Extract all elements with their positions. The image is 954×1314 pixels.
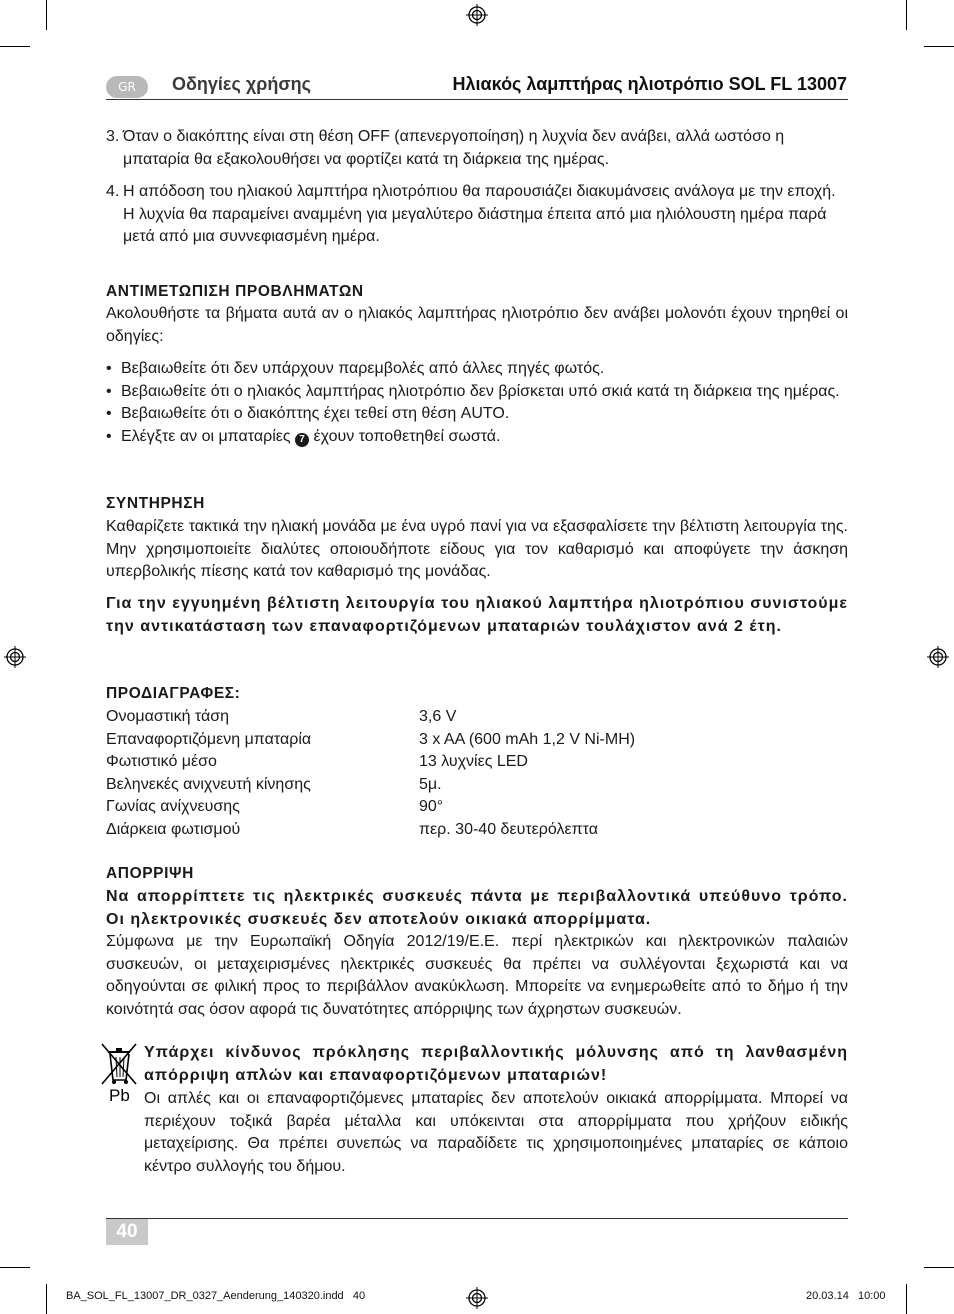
registration-mark-icon (466, 1287, 488, 1309)
list-item-text: Η απόδοση του ηλιακού λαμπτήρα ηλιοτρόπιου θα παρουσιάζει διακυμάνσεις ανάλογα με την εποχή. Η λυχνία θα παραμείνει αναμμένη για μεγαλύτερο διάστημα έπειτα από μια ηλιόλουστη ημέρα παρά μετά από μια συννεφιασμένη ημέρα. (123, 183, 836, 245)
bullet-text: Βεβαιωθείτε ότι ο διακόπτης έχει τεθεί στη θέση AUTO. (121, 405, 510, 422)
list-item-4 (106, 181, 848, 249)
spec-key: Επαναφορτιζόμενη μπαταρία (106, 730, 312, 748)
header-section-title: Οδηγίες χρήσης (172, 74, 311, 94)
crop-mark-top-right-h (924, 46, 954, 47)
crossed-bin-icon (100, 1042, 140, 1104)
spec-value: 3 x AA (600 mAh 1,2 V Ni-MH) (419, 730, 636, 748)
battery-reference-icon: 7 (295, 433, 309, 447)
list-item: • Βεβαιωθείτε ότι δεν υπάρχουν παρεμβολές από άλλες πηγές φωτός. (106, 360, 605, 377)
spec-key: Ονομαστική τάση (106, 708, 230, 725)
print-slug-file: BA_SOL_FL_13007_DR_0327_Aenderung_140320.indd 40 (66, 1290, 366, 1302)
list-item-number: 3. (106, 128, 120, 145)
list-item: • Βεβαιωθείτε ότι ο ηλιακός λαμπτήρας ηλιοτρόπιο δεν βρίσκεται υπό σκιά κατά τη διάρκεια της ημέρας. (106, 382, 840, 400)
table-row (106, 729, 848, 752)
crop-mark-bottom-right-h (924, 1267, 954, 1268)
spec-key: Διάρκεια φωτισμού (106, 820, 241, 838)
disposal-heading: ΑΠΟΡΡΙΨΗ (106, 865, 194, 882)
specs-heading: ΠΡΟΔΙΑΓΡΑΦΕΣ: (106, 685, 241, 702)
header-divider (106, 99, 848, 100)
table-row (106, 751, 848, 774)
list-item-text: Όταν ο διακόπτης είναι στη θέση OFF (απενεργοποίηση) η λυχνία δεν ανάβει, αλλά ωστόσο η μπαταρία θα εξακολουθήσει να φορτίζει κατά τη διάρκεια της ημέρας. (123, 128, 785, 168)
table-row (106, 819, 848, 842)
crop-mark-bottom-left-v (46, 1284, 47, 1314)
list-item-number: 4. (106, 183, 120, 200)
crop-mark-bottom-left-h (0, 1267, 30, 1268)
spec-value: 5μ. (419, 775, 442, 793)
list-item: • Βεβαιωθείτε ότι ο διακόπτης έχει τεθεί στη θέση AUTO. (106, 405, 510, 422)
language-badge: GR (106, 76, 148, 98)
troubleshooting-bullets (106, 358, 848, 448)
bullet-text: Ελέγξτε αν οι μπαταρίες (121, 427, 291, 445)
table-row (106, 774, 848, 797)
registration-mark-icon (927, 646, 949, 668)
spec-key: Φωτιστικό μέσο (106, 753, 217, 770)
page-number: 40 (106, 1219, 148, 1245)
spec-value: περ. 30-40 δευτερόλεπτα (419, 820, 598, 838)
specs-table (106, 706, 848, 841)
list-item: • Ελέγξτε αν οι μπαταρίες 7 έχουν τοποθετηθεί σωστά. (106, 427, 501, 445)
spec-value: 13 λυχνίες LED (419, 753, 528, 770)
crop-mark-top-left-v (46, 0, 47, 30)
header-product-title: Ηλιακός λαμπτήρας ηλιοτρόπιο SOL FL 13007 (452, 74, 847, 94)
crop-mark-top-right-v (906, 0, 907, 30)
footer-divider (106, 1218, 848, 1219)
troubleshooting-heading: ΑΝΤΙΜΕΤΩΠΙΣΗ ΠΡΟΒΛΗΜΑΤΩΝ (106, 283, 364, 300)
maintenance-heading: ΣΥΝΤΗΡΗΣΗ (106, 495, 205, 512)
spec-value: 90° (419, 798, 444, 815)
table-row (106, 796, 848, 819)
maintenance-note: Για την εγγυημένη βέλτιστη λειτουργία του ηλιακού λαμπτήρα ηλιοτρόπιου συνιστούμε την αντικατάσταση των επαναφορτιζόμενων μπαταριών τουλάχιστον ανά 2 έτη. (106, 595, 848, 635)
crop-mark-top-left-h (0, 46, 30, 47)
battery-warning-text: Οι απλές και οι επαναφορτιζόμενες μπαταρίες δεν αποτελούν οικιακά απορρίμματα. Μπορεί να περιέχουν τοξικά βαρέα μέταλλα και υπόκεινται στα απορρίμματα που χρήζουν ειδικής μεταχείρισης. Θα πρέπει συνεπώς να παραδίδετε τις χρησιμοποιημένες μπαταρίες σε κάποιο κέντρο συλλογής του δήμου. (144, 1090, 848, 1175)
troubleshooting-intro: Ακολουθήστε τα βήματα αυτά αν ο ηλιακός λαμπτήρας ηλιοτρόπιο δεν ανάβει μολονότι έχουν τηρηθεί οι οδηγίες: (106, 305, 848, 345)
spec-key: Γωνίας ανίχνευσης (106, 798, 240, 815)
battery-warning-bold: Υπάρχει κίνδυνος πρόκλησης περιβαλλοντικής μόλυνσης από τη λανθασμένη απόρριψη απλών και επαναφορτιζόμενων μπαταριών! (144, 1044, 848, 1084)
list-item-3 (106, 126, 848, 171)
crop-mark-bottom-right-v (906, 1284, 907, 1314)
maintenance-text: Καθαρίζετε τακτικά την ηλιακή μονάδα με ένα υγρό πανί για να εξασφαλίσετε την βέλτιστη λειτουργία της. Μην χρησιμοποιείτε διαλύτες οποιουδήποτε είδους για τον καθαρισμό και αποφύγετε την άσκηση υπερβολικής πίεσης κατά τον καθαρισμό της μονάδας. (106, 518, 848, 580)
bullet-text: Βεβαιωθείτε ότι ο ηλιακός λαμπτήρας ηλιοτρόπιο δεν βρίσκεται υπό σκιά κατά τη διάρκεια της ημέρας. (121, 382, 840, 400)
print-slug-date: 20.03.14 10:00 (806, 1290, 886, 1302)
registration-mark-icon (466, 4, 488, 26)
disposal-bold-text: Να απορρίπτετε τις ηλεκτρικές συσκευές πάντα με περιβαλλοντικά υπεύθυνο τρόπο. Οι ηλεκτρονικές συσκευές δεν αποτελούν οικιακά απορρίμματα. (106, 888, 848, 928)
bullet-text: έχουν τοποθετηθεί σωστά. (313, 427, 501, 445)
bullet-text: Βεβαιωθείτε ότι δεν υπάρχουν παρεμβολές από άλλες πηγές φωτός. (121, 360, 605, 377)
disposal-text: Σύμφωνα με την Ευρωπαϊκή Οδηγία 2012/19/Ε.Ε. περί ηλεκτρικών και ηλεκτρονικών παλαιών συσκευών, οι μεταχειρισμένες ηλεκτρικές συσκευές θα πρέπει να συλλέγονται ξεχωριστά και να οδηγούνται σε φιλική προς το περιβάλλον ανακύκλωση. Μπορείτε να ενημερωθείτε από το δήμο ή την κοινότητά σας όσον αφορά τις δυνατότητες απόρριψης των άχρηστων συσκευών. (106, 933, 848, 1018)
spec-value: 3,6 V (419, 708, 457, 725)
table-row (106, 706, 848, 729)
pb-label: Pb (109, 1086, 130, 1104)
spec-key: Βεληνεκές ανιχνευτή κίνησης (106, 775, 311, 793)
registration-mark-icon (4, 646, 26, 668)
